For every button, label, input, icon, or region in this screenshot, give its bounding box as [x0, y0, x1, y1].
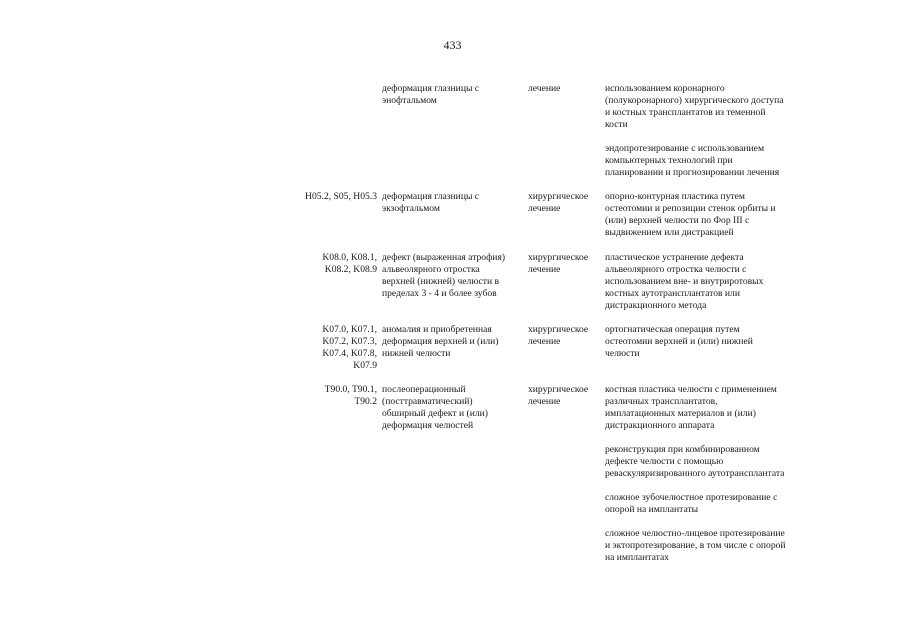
treatment-type-cell: хирургическое лечение	[528, 324, 589, 347]
treatment-method-item: костная пластика челюсти с применением различных трансплантатов, имплатационных материалов и (или) дистракционного аппарата	[605, 384, 777, 431]
treatment-method-item: ортогнатическая операция путем остеотомии верхней и (или) нижней челюсти	[605, 324, 753, 359]
page-number: 433	[443, 38, 462, 52]
treatment-method-cell	[605, 83, 817, 179]
icd-code-cell: K07.0, K07.1, K07.2, K07.3, K07.4, K07.8, K07.9	[322, 324, 377, 371]
treatment-method-cell	[605, 252, 817, 312]
diagnosis-cell: послеоперационный (посттравматический) обширный дефект и (или) деформация челюстей	[382, 384, 488, 431]
treatment-method-cell	[605, 324, 817, 360]
diagnosis-cell: деформация глазницы с экзофтальмом	[382, 191, 480, 214]
treatment-method-cell	[605, 384, 817, 564]
diagnosis-cell: аномалия и приобретенная деформация верхней и (или) нижней челюсти	[382, 324, 499, 359]
diagnosis-cell: дефект (выраженная атрофия) альвеолярного отростка верхней (нижней) челюсти в пределах 3 - 4 и более зубов	[382, 252, 506, 299]
treatment-method-item: опорно-контурная пластика путем остеотомии и репозиции стенок орбиты и (или) верхней челюсти по Фор III с выдвижением или дистракцией	[605, 191, 776, 238]
treatment-method-item: эндопротезирование с использованием компьютерных технологий при планировании и прогнозировании лечения	[605, 143, 780, 178]
treatment-type-cell: хирургическое лечение	[528, 191, 589, 214]
treatment-type-cell: хирургическое лечение	[528, 384, 589, 407]
treatment-method-item: пластическое устранение дефекта альвеолярного отростка челюсти с использованием вне- и внутриротовых костных аутотрансплантатов или дистракционного метода	[605, 252, 764, 311]
icd-code-cell: K08.0, K08.1, K08.2, K08.9	[322, 252, 377, 275]
treatment-type-cell: лечение	[528, 83, 561, 94]
icd-code-cell: T90.0, T90.1, T90.2	[324, 384, 377, 407]
treatment-method-item: использованием коронарного (полукоронарного) хирургического доступа и костных трансплантатов из теменной кости	[605, 83, 784, 130]
treatment-method-item: сложное челюстно-лицевое протезирование и эктопротезирование, в том числе с опорой на имплантатах	[605, 528, 786, 563]
diagnosis-cell: деформация глазницы с энофтальмом	[382, 83, 480, 106]
treatment-method-item: реконструкция при комбинированном дефекте челюсти с помощью реваскуляризированного аутотрансплантата	[605, 444, 785, 479]
treatment-type-cell: хирургическое лечение	[528, 252, 589, 275]
treatment-method-cell	[605, 191, 817, 239]
treatment-method-item: сложное зубочелюстное протезирование с опорой на имплантаты	[605, 492, 778, 515]
icd-code-cell: H05.2, S05, H05.3	[305, 191, 377, 202]
